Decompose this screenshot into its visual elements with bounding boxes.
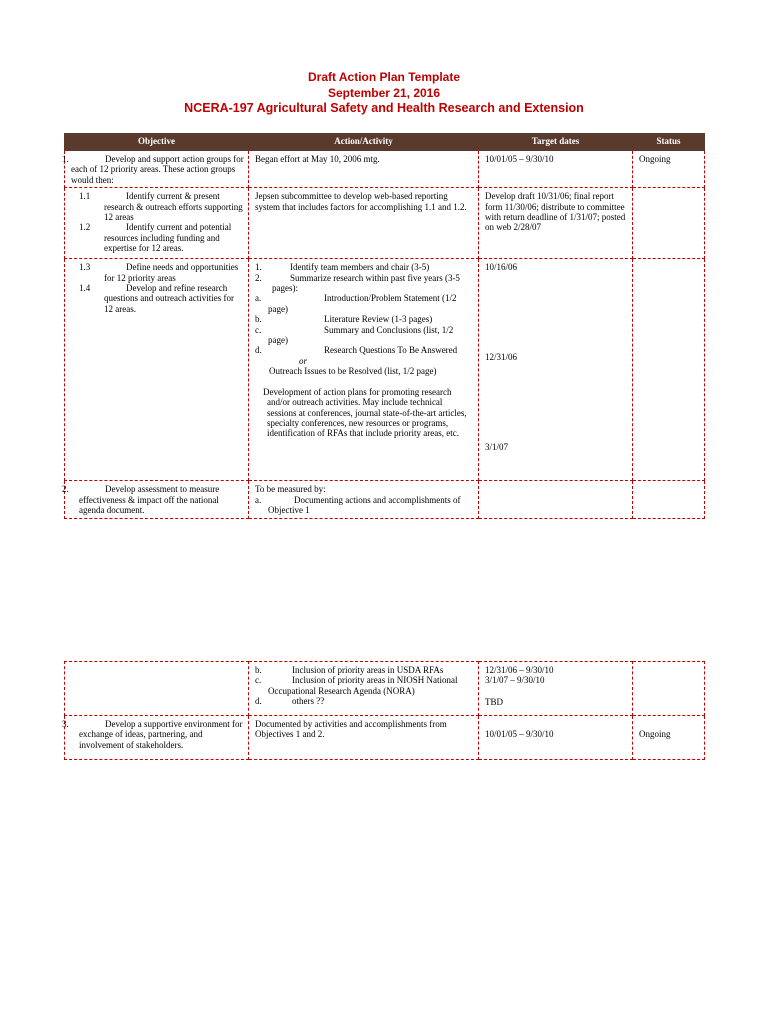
list-text: Literature Review (1-3 pages)	[324, 314, 433, 325]
list-number: 1.	[255, 262, 262, 273]
list-text: Summarize research within past five years (3-5 pages):	[272, 272, 460, 294]
objective-number: 1.1	[79, 191, 91, 202]
list-letter: d.	[255, 696, 262, 707]
status-cell	[633, 259, 705, 481]
table-row	[65, 259, 705, 481]
list-letter: b.	[255, 314, 262, 325]
objective-text: Develop assessment to measure effectiveness & impact off the national agenda document.	[79, 484, 220, 516]
action-cell	[249, 259, 479, 481]
header-target-dates: Target dates	[479, 134, 633, 151]
table-row	[65, 716, 705, 760]
list-text: others ??	[292, 696, 325, 707]
status-cell	[633, 716, 705, 760]
objective-text: Define needs and opportunities for 12 priority areas	[104, 262, 239, 283]
status-cell	[633, 662, 705, 716]
objective-cell	[65, 662, 249, 716]
objective-text: Develop and refine research questions and outreach activities for 12 areas.	[104, 283, 234, 314]
list-text: Development of action plans for promoting research and/or outreach activities. May include technical sessions at conferences, journal state-of-the-art articles, specialty conferences, new resources or programs, identification of RFAs that include priority areas, etc.	[263, 386, 467, 439]
objective-number: 3.	[62, 719, 69, 729]
objective-number: 2.	[62, 484, 69, 495]
list-text: Identify team members and chair (3-5)	[290, 262, 430, 273]
dates-cell	[479, 716, 633, 760]
header-action: Action/Activity	[249, 134, 479, 151]
list-text: Inclusion of priority areas in NIOSH National Occupational Research Agenda (NORA)	[268, 675, 458, 696]
list-letter: d.	[255, 345, 262, 356]
action-cell	[249, 662, 479, 716]
title-line-1: Draft Action Plan Template	[307, 70, 461, 84]
objective-text: Identify current & present research & outreach efforts supporting 12 areas	[104, 191, 243, 223]
objective-cell	[65, 188, 249, 259]
list-text: Summary and Conclusions (list, 1/2 page)	[268, 324, 454, 346]
table-row	[65, 188, 705, 259]
list-number: 2.	[255, 272, 262, 283]
table-row	[65, 662, 705, 716]
objective-cell	[62, 716, 249, 760]
status-cell: Ongoing	[633, 151, 705, 188]
dates-cell	[479, 662, 633, 716]
list-text: Introduction/Problem Statement (1/2 page)	[268, 293, 457, 314]
objective-cell	[62, 151, 249, 188]
list-letter: b.	[255, 665, 262, 675]
list-text: Documenting actions and accomplishments of Objective 1	[268, 494, 461, 516]
title-date: September 21, 2016	[327, 85, 441, 100]
objective-text: Develop and support action groups for each of 12 priority areas. These action groups would then:	[71, 154, 244, 185]
list-letter: c.	[255, 324, 262, 335]
table-row	[65, 481, 705, 519]
date-value: 12/31/06 – 9/30/10	[485, 665, 554, 675]
list-letter: c.	[255, 675, 262, 686]
action-plan-table-part-1	[64, 133, 705, 519]
objective-text: Identify current and potential resources including funding and expertise for 12 areas.	[104, 222, 232, 254]
date-value: 12/31/06	[485, 352, 518, 363]
status-cell	[633, 188, 705, 259]
dates-cell	[479, 259, 633, 481]
table-row	[65, 151, 705, 188]
list-text: Outreach Issues to be Resolved (list, 1/2 page)	[269, 366, 437, 377]
objective-number: 1.	[62, 154, 69, 164]
dates-cell: Develop draft 10/31/06; final report form 11/30/06; distribute to committee with return deadline of 1/31/07; posted on web 2/28/07	[479, 188, 633, 259]
objective-number: 1.2	[79, 222, 91, 233]
header-status: Status	[633, 134, 705, 151]
dates-cell	[479, 481, 633, 519]
objective-number: 1.4	[79, 283, 91, 294]
objective-number: 1.3	[79, 262, 91, 273]
date-value: TBD	[485, 696, 503, 707]
status-cell	[633, 481, 705, 519]
objective-cell	[62, 481, 249, 519]
document-titles	[0, 70, 768, 117]
action-cell: Began effort at May 10, 2006 mtg.	[249, 151, 479, 188]
list-letter: a.	[255, 293, 262, 304]
list-text: To be measured by:	[255, 484, 326, 495]
list-text: Research Questions To Be Answered	[324, 345, 458, 356]
title-project: NCERA-197 Agricultural Safety and Health Research and Extension	[184, 101, 584, 115]
header-objective: Objective	[65, 134, 249, 151]
date-value: 3/1/07	[485, 442, 509, 453]
status-value: Ongoing	[639, 729, 671, 739]
list-letter: a.	[255, 494, 262, 505]
action-cell: Jepsen subcommittee to develop web-based reporting system that includes factors for accomplishing 1.1 and 1.2.	[249, 188, 479, 259]
date-value: 3/1/07 – 9/30/10	[485, 675, 545, 686]
table-header-row	[65, 134, 705, 151]
dates-cell: 10/01/05 – 9/30/10	[479, 151, 633, 188]
objective-text: Develop a supportive environment for exchange of ideas, partnering, and involvement of stakeholders.	[79, 719, 243, 750]
list-text: Inclusion of priority areas in USDA RFAs	[292, 665, 444, 675]
action-cell	[249, 481, 479, 519]
or-text: or	[299, 355, 308, 366]
date-value: 10/01/05 – 9/30/10	[485, 729, 554, 739]
action-cell: Documented by activities and accomplishments from Objectives 1 and 2.	[249, 716, 479, 760]
objective-cell	[65, 259, 249, 481]
action-plan-table-part-2	[64, 661, 705, 760]
date-value: 10/16/06	[485, 262, 518, 273]
